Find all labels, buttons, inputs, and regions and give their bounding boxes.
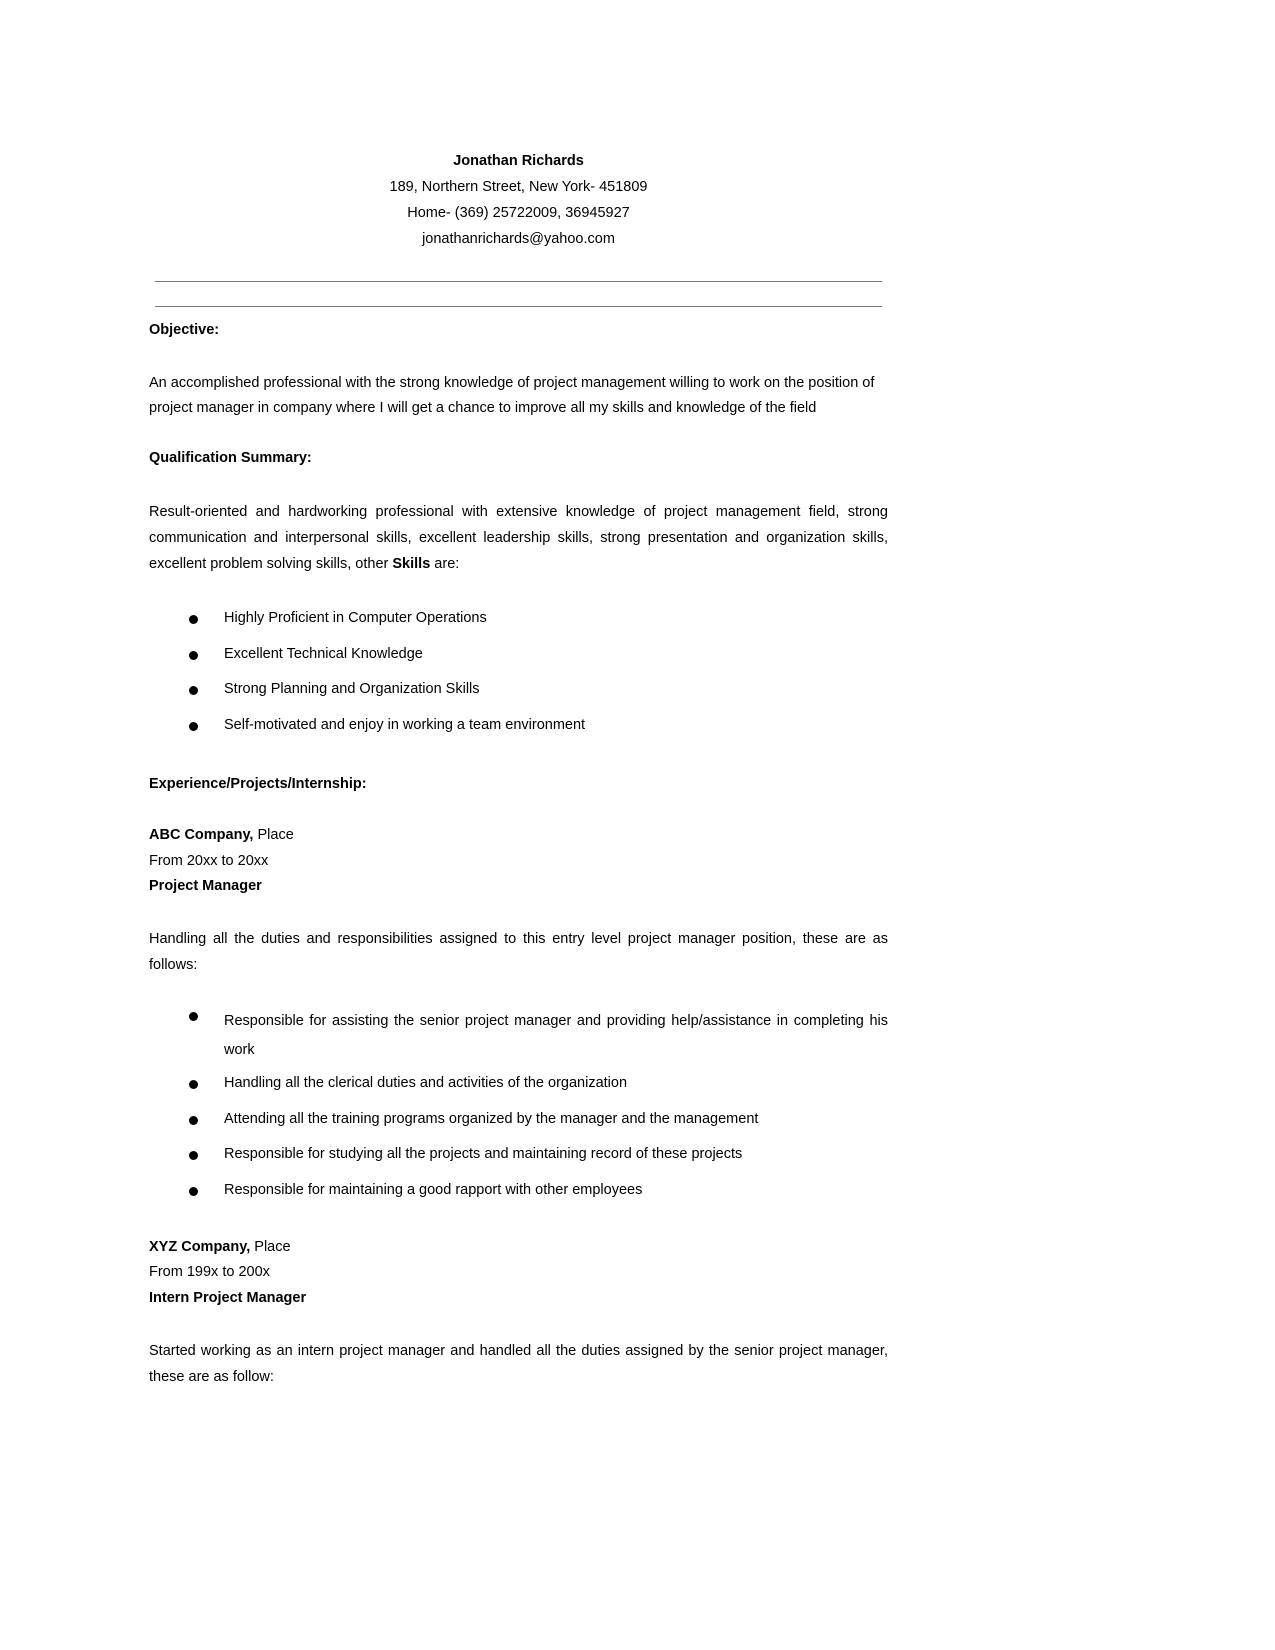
qualification-text-end: are: <box>430 556 460 572</box>
duty-text: Responsible for studying all the projects and maintaining record of these projects <box>224 1146 743 1162</box>
job-title: Intern Project Manager <box>149 1290 307 1306</box>
qualification-text <box>149 499 888 577</box>
duty-text: Handling all the clerical duties and activities of the organization <box>224 1075 628 1091</box>
objective-text: An accomplished professional with the strong knowledge of project management willing to work on the position of project manager in company where I will get a chance to improve all my skills and knowledge of the field <box>149 375 875 416</box>
skill-text: Highly Proficient in Computer Operations <box>224 610 487 626</box>
job-place: Place <box>253 827 294 843</box>
resume-header <box>149 148 888 252</box>
list-item <box>149 717 888 733</box>
experience-heading: Experience/Projects/Internship: <box>149 776 367 792</box>
duty-text: Responsible for assisting the senior project manager and providing help/assistance in completing his work <box>224 1013 888 1058</box>
list-item <box>149 1075 888 1111</box>
header-divider-top <box>155 281 882 282</box>
job-description: Handling all the duties and responsibilities assigned to this entry level project manager position, these are as follows: <box>149 931 888 973</box>
skills-list <box>149 610 888 733</box>
job-company-line <box>149 1239 291 1255</box>
list-item <box>149 681 888 717</box>
job-company: XYZ Company, <box>149 1239 251 1255</box>
list-item <box>149 1007 888 1065</box>
duties-list-continued <box>149 1075 888 1198</box>
skill-text: Strong Planning and Organization Skills <box>224 681 480 697</box>
job-dates: From 199x to 200x <box>149 1264 270 1280</box>
qualification-heading: Qualification Summary: <box>149 450 312 466</box>
list-item <box>149 646 888 681</box>
job-company-line <box>149 827 294 843</box>
applicant-name: Jonathan Richards <box>453 153 584 169</box>
list-item <box>149 1111 888 1146</box>
applicant-email: jonathanrichards@yahoo.com <box>422 231 615 247</box>
job-title: Project Manager <box>149 878 262 894</box>
skill-text: Self-motivated and enjoy in working a team environment <box>224 717 586 733</box>
duty-text: Attending all the training programs organized by the manager and the management <box>224 1111 759 1127</box>
applicant-phone: Home- (369) 25722009, 36945927 <box>407 205 630 221</box>
list-item <box>149 610 888 646</box>
duties-list <box>149 1014 888 1070</box>
skill-text: Excellent Technical Knowledge <box>224 646 423 662</box>
list-item <box>149 1146 888 1182</box>
objective-heading: Objective: <box>149 322 220 338</box>
job-company: ABC Company, <box>149 827 254 843</box>
job-description: Started working as an intern project manager and handled all the duties assigned by the senior project manager, these are as follow: <box>149 1343 888 1385</box>
qualification-text-start: Result-oriented and hardworking professional with extensive knowledge of project management field, strong communication and interpersonal skills, excellent leadership skills, strong presentation and organization skills, excellent problem solving skills, other <box>149 504 888 572</box>
applicant-address: 189, Northern Street, New York- 451809 <box>389 179 648 195</box>
job-place: Place <box>250 1239 291 1255</box>
duty-text: Responsible for maintaining a good rapport with other employees <box>224 1182 643 1198</box>
job-dates: From 20xx to 20xx <box>149 853 269 869</box>
list-item <box>149 1182 888 1198</box>
header-divider-bottom <box>155 306 882 307</box>
skills-keyword: Skills <box>392 556 431 572</box>
